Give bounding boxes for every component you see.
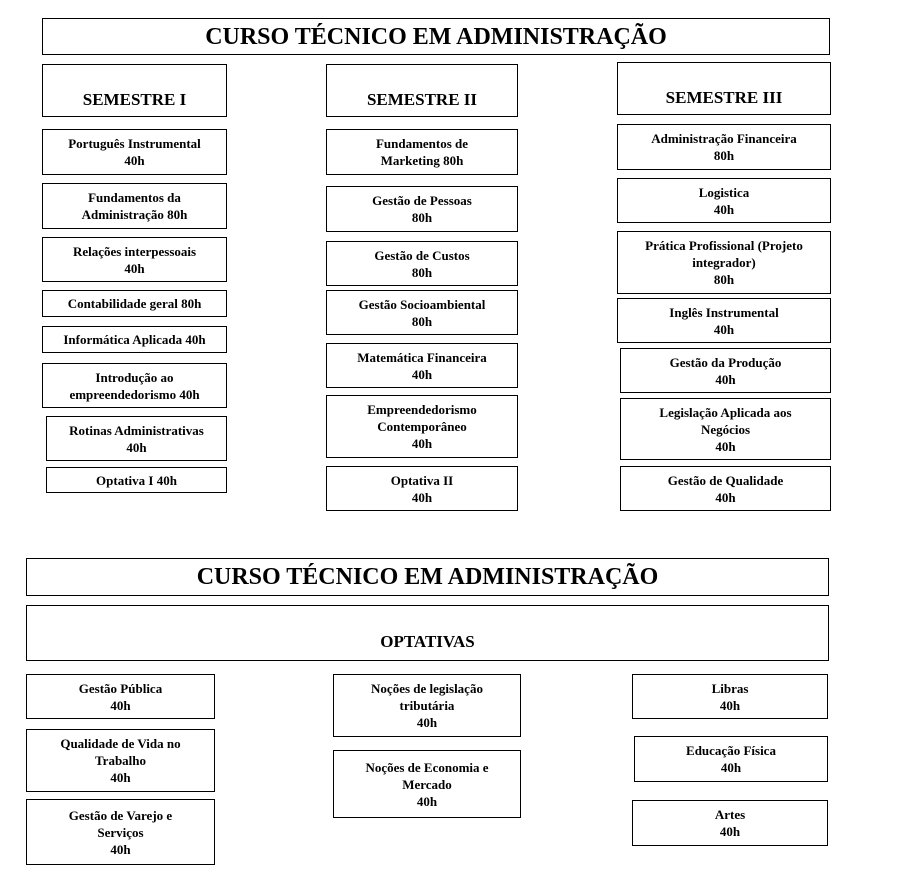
course-box: Gestão da Produção 40h: [620, 348, 831, 393]
course-box: Optativa I 40h: [46, 467, 227, 493]
elective-box: Educação Física 40h: [634, 736, 828, 782]
course-box: Gestão de Pessoas 80h: [326, 186, 518, 232]
top-title: CURSO TÉCNICO EM ADMINISTRAÇÃO: [42, 18, 830, 55]
course-box: Logistica 40h: [617, 178, 831, 223]
course-box: Fundamentos de Marketing 80h: [326, 129, 518, 175]
bottom-title: CURSO TÉCNICO EM ADMINISTRAÇÃO: [26, 558, 829, 596]
elective-box: Artes 40h: [632, 800, 828, 846]
elective-box: Libras 40h: [632, 674, 828, 719]
course-box: Introdução ao empreendedorismo 40h: [42, 363, 227, 408]
elective-box: Gestão Pública 40h: [26, 674, 215, 719]
course-box: Relações interpessoais 40h: [42, 237, 227, 282]
course-box: Contabilidade geral 80h: [42, 290, 227, 317]
course-box: Inglês Instrumental 40h: [617, 298, 831, 343]
elective-box: Noções de legislação tributária 40h: [333, 674, 521, 737]
course-box: Legislação Aplicada aos Negócios 40h: [620, 398, 831, 460]
course-box: Prática Profissional (Projeto integrador) 80h: [617, 231, 831, 294]
course-box: Administração Financeira 80h: [617, 124, 831, 170]
semester-2-header: SEMESTRE II: [326, 64, 518, 117]
course-box: Português Instrumental 40h: [42, 129, 227, 175]
course-box: Informática Aplicada 40h: [42, 326, 227, 353]
course-box: Empreendedorismo Contemporâneo 40h: [326, 395, 518, 458]
course-box: Gestão de Qualidade 40h: [620, 466, 831, 511]
optativas-header: OPTATIVAS: [26, 605, 829, 661]
course-box: Fundamentos da Administração 80h: [42, 183, 227, 229]
semester-1-header: SEMESTRE I: [42, 64, 227, 117]
elective-box: Gestão de Varejo e Serviços 40h: [26, 799, 215, 865]
elective-box: Qualidade de Vida no Trabalho 40h: [26, 729, 215, 792]
course-box: Matemática Financeira 40h: [326, 343, 518, 388]
semester-3-header: SEMESTRE III: [617, 62, 831, 115]
course-box: Gestão de Custos 80h: [326, 241, 518, 286]
course-box: Gestão Socioambiental 80h: [326, 290, 518, 335]
elective-box: Noções de Economia e Mercado 40h: [333, 750, 521, 818]
course-box: Optativa II 40h: [326, 466, 518, 511]
course-box: Rotinas Administrativas 40h: [46, 416, 227, 461]
